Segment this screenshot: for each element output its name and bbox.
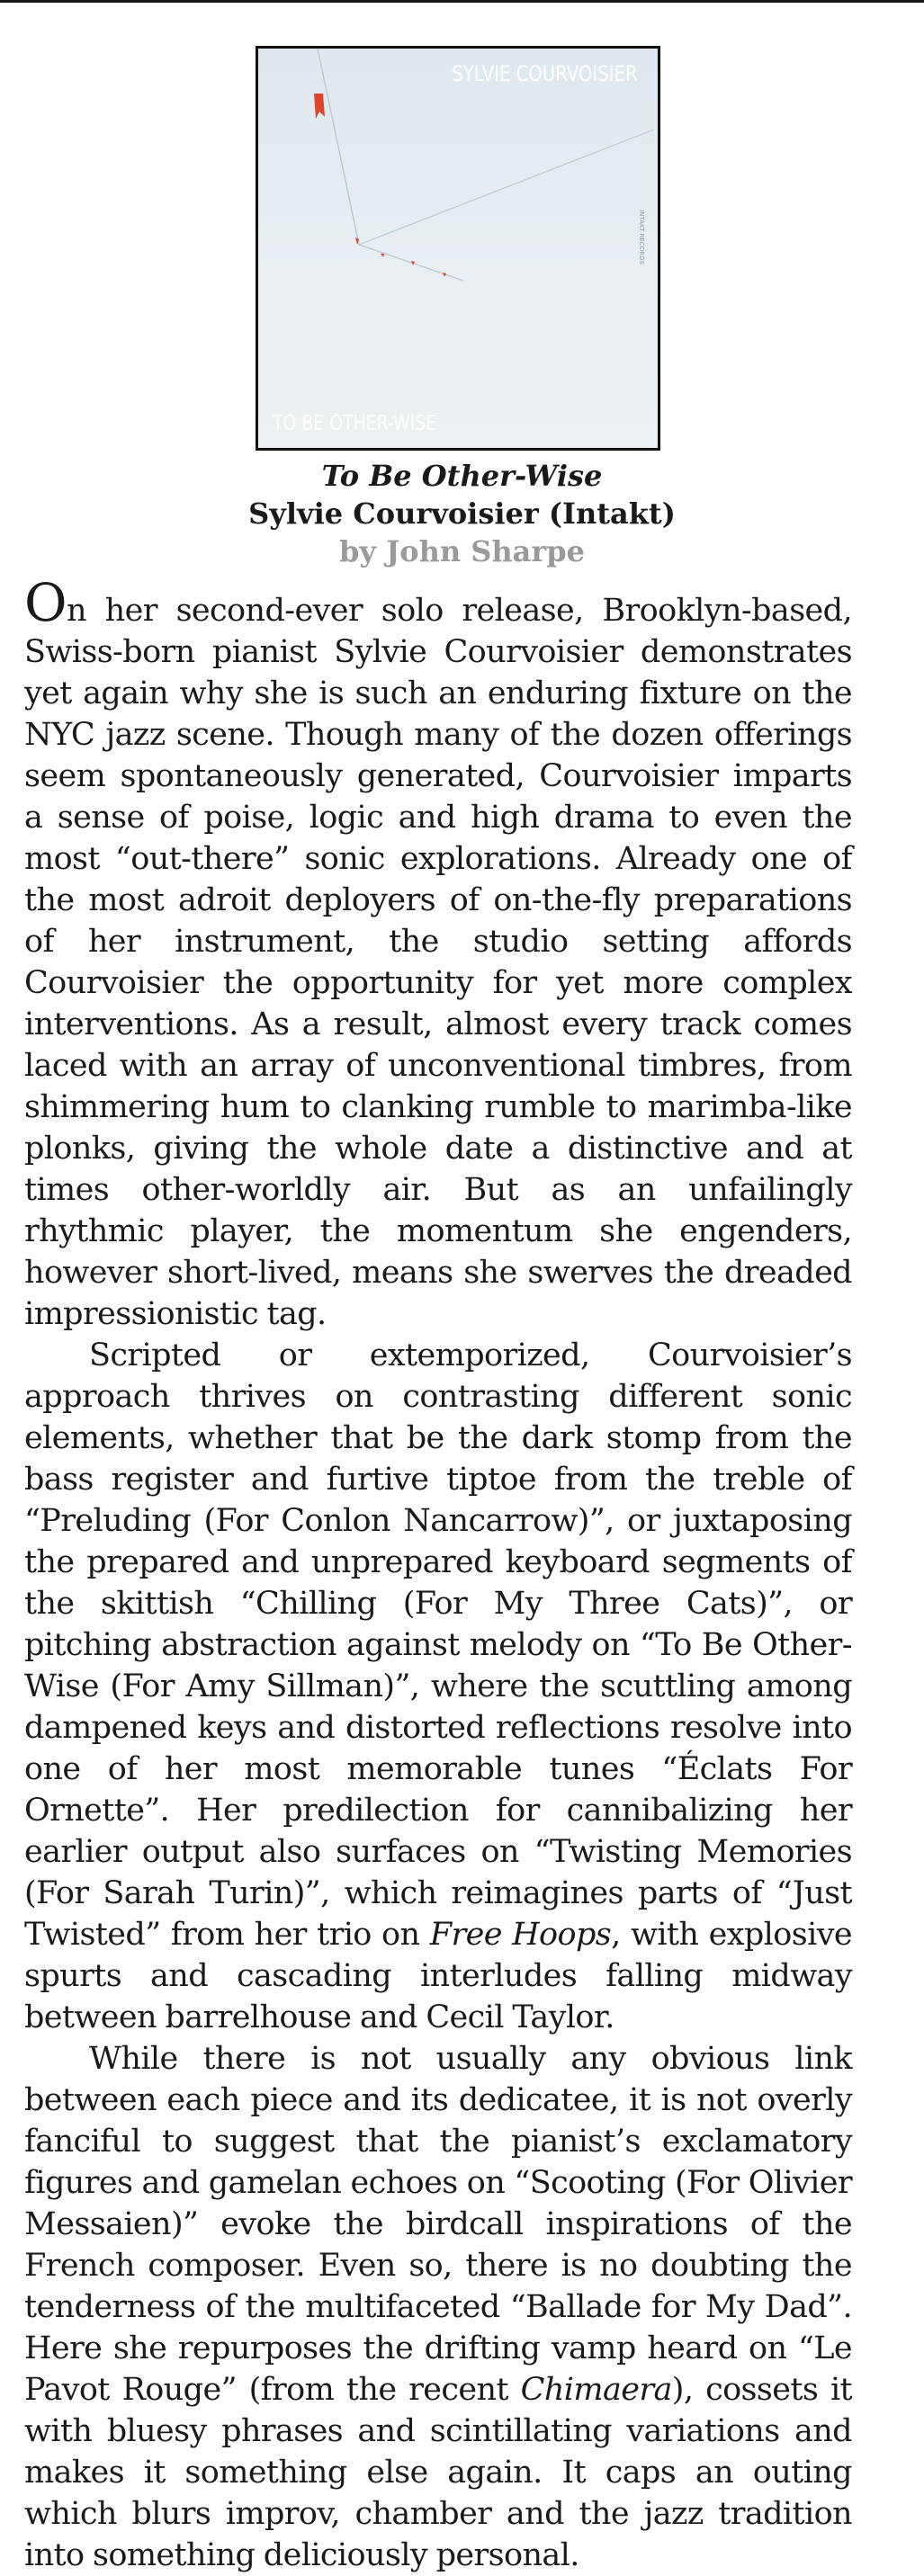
review-body bbox=[24, 572, 852, 2576]
cover-string bbox=[359, 130, 654, 245]
cover-album-text: TO BE OTHER-WISE bbox=[273, 412, 437, 435]
drop-cap: O bbox=[24, 572, 67, 633]
album-title: To Be Other-Wise bbox=[321, 459, 603, 493]
cover-string bbox=[318, 49, 359, 245]
top-rule bbox=[0, 0, 924, 3]
paragraph-1 bbox=[24, 572, 852, 1335]
paragraph-3-album-title: Chimaera bbox=[520, 2372, 672, 2408]
review-byline: by John Sharpe bbox=[339, 534, 585, 568]
red-flag-shape bbox=[381, 254, 384, 257]
cover-illustration bbox=[258, 49, 658, 448]
paragraph-2-album-title: Free Hoops bbox=[429, 1917, 612, 1953]
paragraph-2-text-a: Scripted or extemporized, Courvoisier’s approach thrives on contrasting different sonic elements, whether that be the dark stomp from the bass register and furtive tiptoe from the treble of “Preluding (For Conlon Nancarrow)”, or juxtaposing the prepared and unprepared keyboard segments of the skittish “Chilling (For My Three Cats)”, or pitching abstraction against melody on “To Be Other-Wise (For Amy Sillman)”, where the scuttling among dampened keys and distorted reflections resolve into one of her most memorable tunes “Éclats For Ornette”. Her predilection for cannibalizing her earlier output also surfaces on “Twisting Memories (For Sarah Turin)”, which reimagines parts of “Just Twisted” from her trio on bbox=[24, 1337, 852, 1953]
cover-spine-text: INTAKT RECORDS bbox=[638, 210, 645, 264]
album-artist-label: Sylvie Courvoisier (Intakt) bbox=[248, 496, 676, 531]
paragraph-3-text-a: While there is not usually any obvious link between each piece and its dedicatee, it is not overly fanciful to suggest that the pianist’s exclamatory figures and gamelan echoes on “Scooting (For Olivier Messaien)” evoke the birdcall inspirations of the French composer. Even so, there is no doubting the tenderness of the multifaceted “Ballade for My Dad”. Here she repurposes the drifting vamp heard on “Le Pavot Rouge” (from the recent bbox=[24, 2041, 852, 2408]
paragraph-2-text-b: , with explosive spurts and cascading interludes falling midway between barrelhouse and Cecil Taylor. bbox=[24, 1917, 852, 2035]
paragraph-3-text-b: ), cossets it with bluesy phrases and scintillating variations and makes it something else again. It caps an outing which blurs improv, chamber and the jazz tradition into something deliciously personal. bbox=[24, 2372, 852, 2573]
paragraph-3 bbox=[24, 2038, 852, 2576]
album-cover-image bbox=[256, 46, 660, 451]
red-flag-shape bbox=[314, 94, 325, 119]
cover-artist-text: SYLVIE COURVOISIER bbox=[452, 61, 638, 86]
paragraph-2 bbox=[24, 1335, 852, 2038]
paragraph-1-text: n her second-ever solo release, Brooklyn-based, Swiss-born pianist Sylvie Courvoisier demonstrates yet again why she is such an enduring fixture on the NYC jazz scene. Though many of the dozen offerings seem spontaneously generated, Courvoisier imparts a sense of poise, logic and high drama to even the most “out-there” sonic explorations. Already one of the most adroit deployers of on-the-fly preparations of her instrument, the studio setting affords Courvoisier the opportunity for yet more complex interventions. As a result, almost every track comes laced with an array of unconventional timbres, from shimmering hum to clanking rumble to marimba-like plonks, giving the whole date a distinctive and at times other-worldly air. But as an unfailingly rhythmic player, the momentum she engenders, however short-lived, means she swerves the dreaded impressionistic tag. bbox=[24, 593, 852, 1332]
cover-string bbox=[359, 245, 463, 281]
